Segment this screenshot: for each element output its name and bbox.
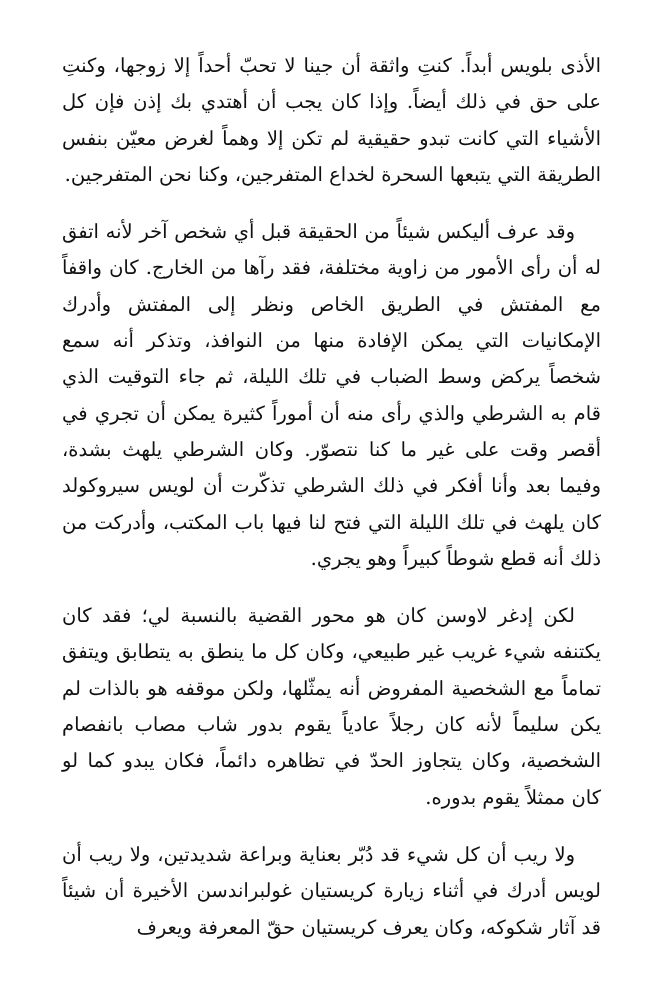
paragraph-4: ولا ريب أن كل شيء قد دُبّر بعناية وبراعة شديدتين، ولا ريب أن لويس أدرك في أثناء زيارة كريستيان غولبراندسن الأخيرة أن شيئاً قد آثار شكوكه، وكان يعرف كريستيان حقّ المعرفة ويعرف	[62, 842, 601, 939]
book-page	[62, 48, 601, 1000]
paragraph-1: الأذى بلويس أبداً. كنتِ واثقة أن جينا لا تحبّ أحداً إلا زوجها، وكنتِ على حق في ذلك أيضاً. وإذا كان يجب أن أهتدي بك إذن فإن كل الأشياء التي كانت تبدو حقيقية لم تكن إلا وهماً لغرض معيّن بنفس الطريقة التي يتبعها السحرة لخداع المتفرجين، وكنا نحن المتفرجين.	[62, 54, 601, 186]
paragraph-3: لكن إدغر لاوسن كان هو محور القضية بالنسبة لي؛ فقد كان يكتنفه شيء غريب غير طبيعي، وكان كل ما ينطق به يتطابق ويتفق تماماً مع الشخصية المفروض أنه يمثّلها، ولكن موقفه هو بالذات لم يكن سليماً لأنه كان رجلاً عادياً يقوم بدور شاب مصاب بانفصام الشخصية، وكان يتجاوز الحدّ في تظاهره دائماً، فكان يبدو كما لو كان ممثلاً يقوم بدوره.	[62, 604, 601, 809]
paragraph-2: وقد عرف أليكس شيئاً من الحقيقة قبل أي شخص آخر لأنه اتفق له أن رأى الأمور من زاوية مختلفة، فقد رآها من الخارج. كان واقفاً مع المفتش في الطريق الخاص ونظر إلى المفتش وأدرك الإمكانيات التي يمكن الإفادة منها من النوافذ، وتذكر أنه سمع شخصاً يركض وسط الضباب في تلك الليلة، ثم جاء التوقيت الذي قام به الشرطي والذي رأى منه أن أموراً كثيرة يمكن أن تجري في أقصر وقت على غير ما كنا نتصوّر. وكان الشرطي يلهث بشدة، وفيما بعد وأنا أفكر في ذلك الشرطي تذكّرت أن لويس سيروكولد كان يلهث في تلك الليلة التي فتح لنا فيها باب المكتب، وأدركت من ذلك أنه قطع شوطاً كبيراً وهو يجري.	[62, 220, 601, 570]
